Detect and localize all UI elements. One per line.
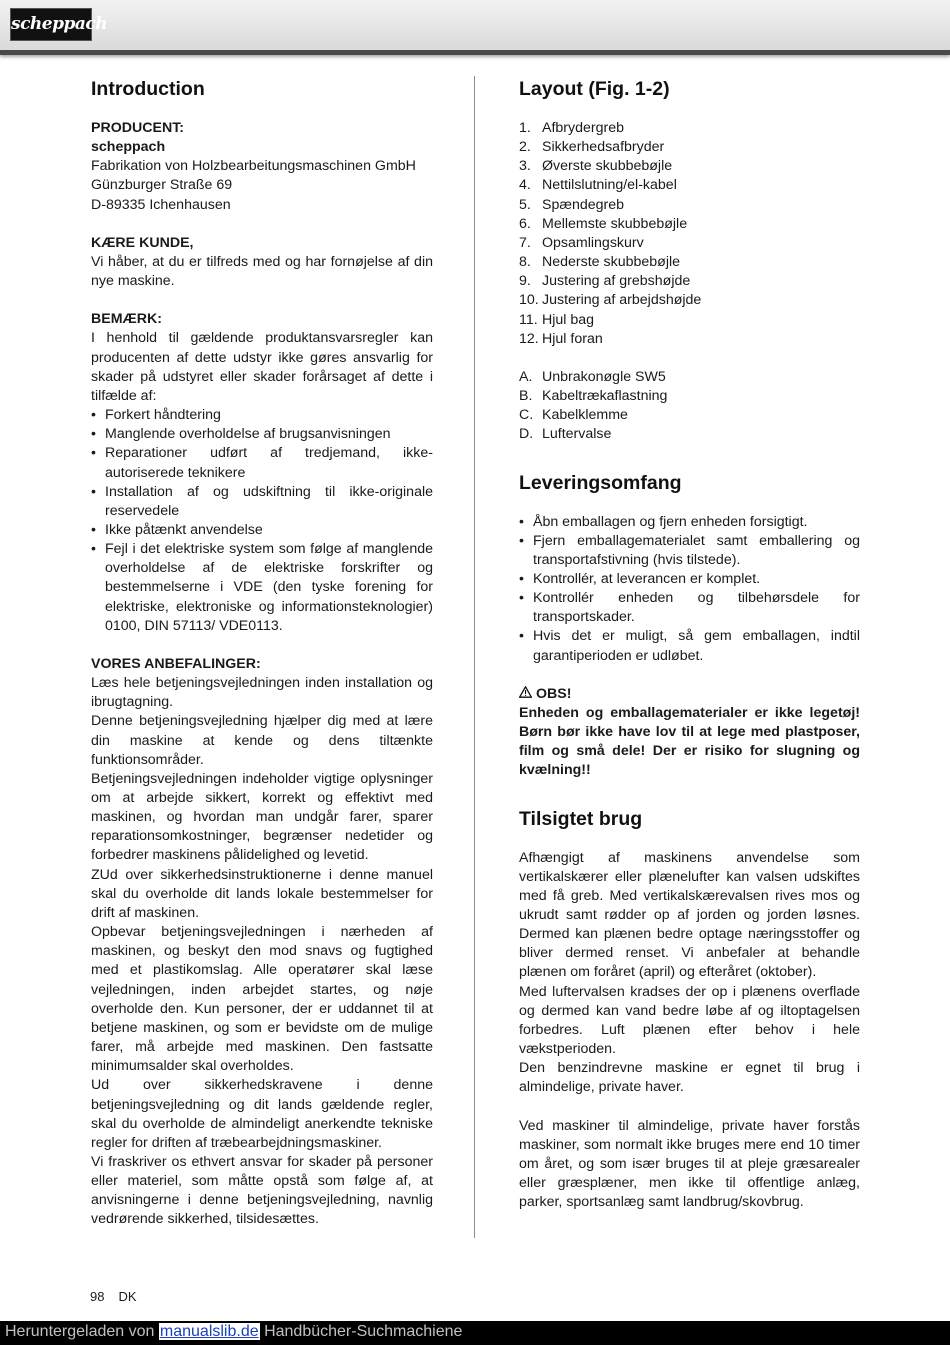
list-item: 4. Nettilslutning/el-kabel xyxy=(519,177,677,194)
accessories-list xyxy=(519,368,860,445)
download-prefix: Heruntergeladen von xyxy=(5,1323,159,1340)
list-item: C. Kabelklemme xyxy=(519,407,628,424)
producer-label: PRODUCENT: xyxy=(91,120,185,136)
list-item: 9. Justering af grebshøjde xyxy=(519,273,691,290)
left-column xyxy=(91,76,433,1230)
list-item: • Manglende overholdelse af brugsanvisningen xyxy=(91,425,433,444)
producer-line: D-89335 Ichenhausen xyxy=(91,196,231,213)
note-text: I henhold til gældende produktansvarsregler kan producenten af dette udstyr ikke gøres ansvarlig for skader på udstyret eller skader forårsaget af dette i tilfælde af: xyxy=(91,330,433,404)
list-item: 7. Opsamlingskurv xyxy=(519,234,644,251)
producer-name: scheppach xyxy=(91,139,166,156)
download-suffix: Handbücher-Suchmachiene xyxy=(259,1323,463,1340)
intended-use-paragraph: Med luftervalsen kradses der op i plænens overflade og dermed kan vand bedre løbe af og iltoptagelsen forbedres. Luft plænen efter behov i hele vækstperioden. xyxy=(519,983,860,1058)
delivery-list xyxy=(519,513,860,666)
scheppach-logo: scheppach xyxy=(10,8,92,41)
list-item: • Åbn emballagen og fjern enheden forsigtigt. xyxy=(519,513,860,532)
introduction-title: Introduction xyxy=(91,78,205,100)
obs-label: OBS! xyxy=(536,685,572,702)
list-item: • Fjern emballagematerialet samt emballering og transportafstivning (hvis tilstede). xyxy=(519,532,860,570)
recommendation-paragraph: Vi fraskriver os ethvert ansvar for skader på personer eller materiel, som måtte opstå som følge af, at anvisningerne i denne betjeningsvejledning, navnlig vedrørende sikkerhed, tilsidesættes. xyxy=(91,1153,433,1228)
list-item: 3. Øverste skubbebøjle xyxy=(519,158,673,175)
dear-customer-text: Vi håber, at du er tilfreds med og har fornøjelse af din nye maskine. xyxy=(91,253,433,290)
page-header-bar xyxy=(0,0,950,55)
list-item: A. Unbrakonøgle SW5 xyxy=(519,368,666,385)
delivery-title: Leveringsomfang xyxy=(519,471,682,494)
list-item: • Installation af og udskiftning til ikke-originale reservedele xyxy=(91,483,433,521)
list-item: D. Luftervalse xyxy=(519,426,612,443)
list-item: • Kontrollér, at leverancen er komplet. xyxy=(519,570,860,589)
list-item: • Ikke påtænkt anvendelse xyxy=(91,521,433,540)
recommendation-paragraph: Læs hele betjeningsvejledningen inden installation og ibrugtagning. xyxy=(91,675,433,711)
list-item: 6. Mellemste skubbebøjle xyxy=(519,215,688,232)
page-footer xyxy=(90,1289,151,1304)
intended-use-title: Tilsigtet brug xyxy=(519,807,643,830)
list-item: 12. Hjul foran xyxy=(519,330,603,347)
layout-parts-list xyxy=(519,119,860,349)
intended-use-paragraph: Ved maskiner til almindelige, private haver forstås maskiner, som normalt ikke bruges mere end 10 timer om året, og som især bruges til at pleje græsarealer eller græsplæner, men ikke til offentlige anlæg, parker, sportsanlæg samt landbrug/skovbrug. xyxy=(519,1117,860,1211)
list-item: 11. Hjul bag xyxy=(519,311,595,328)
language-code: DK xyxy=(118,1289,137,1304)
obs-text: Enheden og emballagematerialer er ikke legetøj! Børn bør ikke have lov til at lege med plastposer, film og små dele! Der er risiko for slugning og kvælning!! xyxy=(519,704,860,779)
list-item: 8. Nederste skubbebøjle xyxy=(519,254,681,271)
column-divider xyxy=(474,76,475,1238)
intended-use-paragraph: Afhængigt af maskinens anvendelse som vertikalskærer eller plænelufter kan valsen udskiftes med få greb. Med vertikalskærevalsen rives mos og ukrudt samt rødder op af jorden og jorden løsnes. Dermed kan plænen bedre optage næringsstoffer og bliver dermed renset. Vi anbefaler at behandle plænen om foråret (april) og efteråret (oktober). xyxy=(519,849,860,981)
recommendation-paragraph: ZUd over sikkerhedsinstruktionerne i denne manuel skal du overholde dit lands lokale bestemmelser for drift af maskinen. xyxy=(91,866,433,921)
note-label: BEMÆRK: xyxy=(91,311,162,328)
recommendation-paragraph: Opbevar betjeningsvejledningen i nærheden af maskinen, og beskyt den mod snavs og fugtighed med et plastikomslag. Alle operatører skal læse vejledningen, inden arbejdet startes, og nøje overholde den. Kun personer, der er uddannet til at betjene maskinen, og som er bevidste om de mulige farer, må arbejde med maskinen. Den fastsatte minimumsalder skal overholdes. xyxy=(91,924,433,1075)
list-item: B. Kabeltrækaflastning xyxy=(519,388,668,405)
liability-list xyxy=(91,406,433,636)
producer-line: Fabrikation von Holzbearbeitungsmaschinen GmbH xyxy=(91,158,416,175)
list-item: 1. Afbrydergreb xyxy=(519,120,625,136)
list-item: 2. Sikkerhedsafbryder xyxy=(519,139,665,156)
manualslib-link[interactable]: manualslib.de xyxy=(159,1323,259,1340)
recommendation-paragraph: Betjeningsvejledningen indeholder vigtige oplysninger om at arbejde sikkert, korrekt og effektivt med maskinen, og hvordan man undgår farer, sparer reparationsomkostninger, begrænser nedetider og forbedrer maskinens pålidelighed og levetid. xyxy=(91,770,433,864)
intended-use-paragraph: Den benzindrevne maskine er egnet til brug i almindelige, private haver. xyxy=(519,1060,860,1096)
recommendation-paragraph: Ud over sikkerhedskravene i denne betjeningsvejledning og dit lands gældende regler, skal du overholde de almindeligt anerkendte tekniske regler for driften af træbearbejdningsmaskiner. xyxy=(91,1077,433,1151)
producer-line: Günzburger Straße 69 xyxy=(91,177,233,194)
download-bar xyxy=(0,1321,950,1345)
warning-triangle-icon xyxy=(519,685,532,704)
recommendation-paragraph: Denne betjeningsvejledning hjælper dig med at lære din maskine at kende og dens tiltænkte funktionsområder. xyxy=(91,713,433,768)
recommendations-label: VORES ANBEFALINGER: xyxy=(91,655,261,672)
list-item: • Fejl i det elektriske system som følge af manglende overholdelse af de elektriske forskrifter og bestemmelserne i VDE (den tyske forening for elektriske, elektroniske og informationsteknologier) 0100, DIN 57113/ VDE0113. xyxy=(91,540,433,636)
list-item: • Forkert håndtering xyxy=(91,406,433,425)
list-item: 5. Spændegreb xyxy=(519,196,625,213)
list-item: 10. Justering af arbejdshøjde xyxy=(519,292,702,309)
list-item: • Hvis det er muligt, så gem emballagen, indtil garantiperioden er udløbet. xyxy=(519,627,860,665)
right-column xyxy=(519,76,860,1212)
list-item: • Kontrollér enheden og tilbehørsdele for transportskader. xyxy=(519,589,860,627)
page-number: 98 xyxy=(90,1289,105,1304)
obs-heading xyxy=(519,685,860,704)
dear-customer-label: KÆRE KUNDE, xyxy=(91,234,194,251)
list-item: • Reparationer udført af tredjemand, ikke-autoriserede teknikere xyxy=(91,444,433,482)
layout-title: Layout (Fig. 1-2) xyxy=(519,78,670,100)
